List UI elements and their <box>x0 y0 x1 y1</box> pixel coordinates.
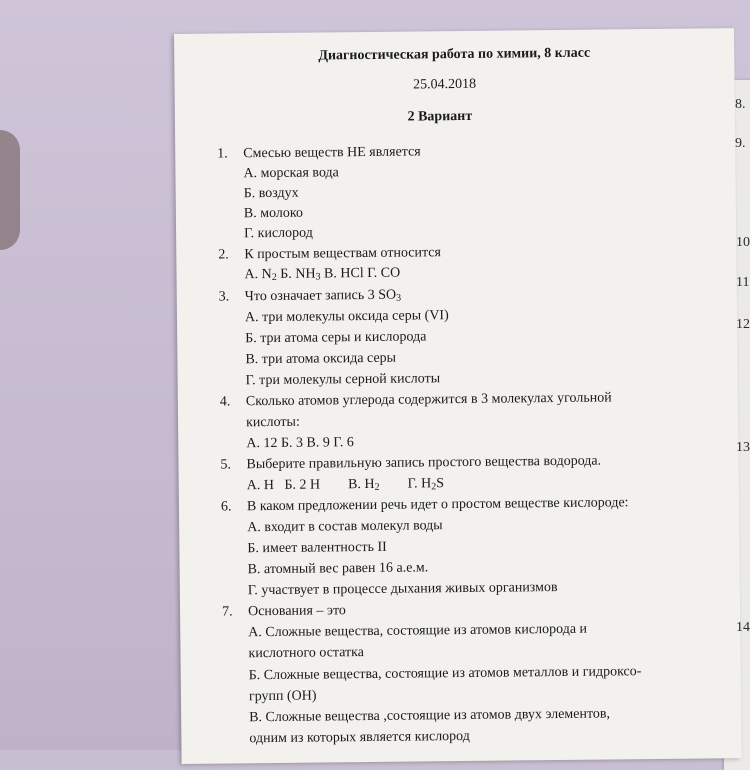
question-text: К простым веществам относится <box>244 245 442 263</box>
question-number: 7. <box>221 604 233 620</box>
edge-number: 11 <box>736 275 750 290</box>
document-title: Диагностическая работа по химии, 8 класс <box>318 45 591 64</box>
document-sheet: Диагностическая работа по химии, 8 класс 25.04.2018 2 Вариант 1. Смесью веществ НЕ является А. морская вода Б. воздух В. молоко Г. кислород 2. К простым веществам относится А. $N_2$ Б. $NH_3$ В. HCl Г. CO 3. Что означает запись 3 $SO_3$ А. три молекулы оксида серы (VI) Б. три атома серы и кислорода В. три атома оксида серы Г. три молекулы серной кислоты 4. Сколько атомов углерода содержится в 3 молекулах угольной кислоты: А. 12 Б. 3 В. 9 Г. 6 5. Выберите правильную запись простого вещества водорода. А. H Б. 2 H В. $H_2$ Г. $H_2S$ 6. В каком предложении речь идет о простом веществе кислороде: А. входит в состав молекул воды Б. имеет валентность II В. атомный вес равен 16 а.е.м. Г. участвует в процессе дыхания живых организмов 7. Основания – это А. Сложные вещества, состоящие из атомов кислорода и кислотного остатка Б. Сложные вещества, состоящие из атомов металлов и гидроксо- групп (ОН) В. Сложные вещества ,состоящие из атомов двух элементов, одним из которых является кислород <box>174 28 742 764</box>
question-number: 1. <box>217 146 228 162</box>
question-number: 2. <box>218 247 229 263</box>
edge-number: 14 <box>736 620 750 635</box>
edge-number: 10 <box>736 235 750 250</box>
edge-number: 13 <box>736 440 750 455</box>
document-date: 25.04.2018 <box>412 76 477 93</box>
edge-number: 12 <box>736 317 750 332</box>
question-text: Основания – это <box>247 603 346 620</box>
edge-number: 8. <box>735 97 746 112</box>
variant-heading: 2 Вариант <box>407 108 473 125</box>
question-text: Смесью веществ НЕ является <box>243 144 421 162</box>
question-number: 3. <box>218 289 230 305</box>
question-number: 4. <box>219 394 231 410</box>
question-text: Выберите правильную запись простого вещества водорода. <box>246 453 602 473</box>
question-text: В каком предложении речь идет о простом веществе кислороде: <box>246 495 629 515</box>
question-text: Что означает запись 3 $SO_3$ <box>244 287 402 305</box>
background-object <box>0 130 20 250</box>
edge-number: 9. <box>735 136 746 151</box>
question-text: Сколько атомов углерода содержится в 3 молекулах угольной <box>245 390 612 410</box>
question-number: 6. <box>220 499 232 515</box>
question-number: 5. <box>220 457 232 473</box>
